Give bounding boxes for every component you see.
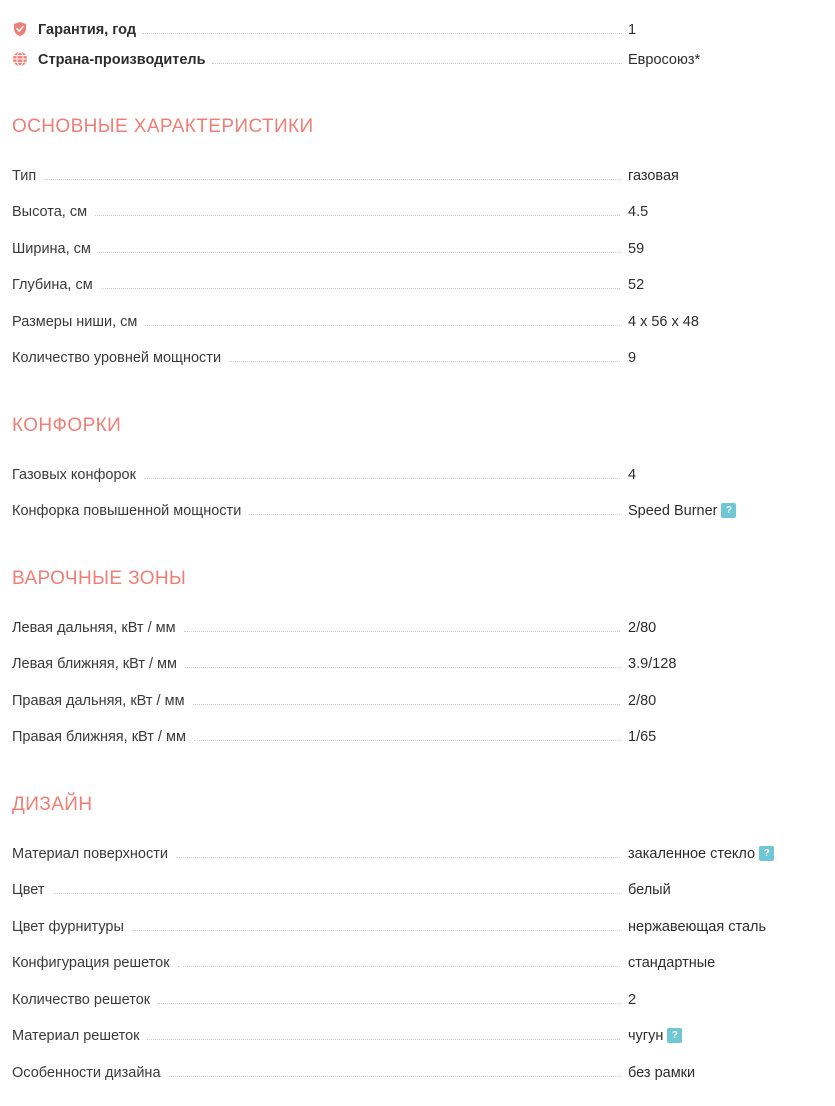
spec-value: 1 (628, 22, 637, 38)
spec-row (12, 865, 823, 902)
dot-leader (142, 33, 622, 34)
globe-icon (12, 51, 38, 70)
dot-leader (169, 1076, 620, 1077)
spec-value (628, 503, 823, 522)
highlighted-specs (12, 0, 823, 70)
spec-label: Газовых конфорок (12, 466, 136, 483)
section-rows-design (12, 828, 823, 1084)
spec-value: нержавеющая сталь (628, 918, 767, 935)
spec-value (628, 1028, 823, 1047)
spec-row (12, 974, 823, 1011)
spec-row (12, 602, 823, 639)
section-title: ВАРОЧНЫЕ ЗОНЫ (12, 568, 187, 589)
dot-leader (99, 252, 620, 253)
dot-leader (158, 1003, 620, 1004)
dot-leader (194, 740, 620, 741)
help-icon[interactable]: ? (759, 846, 774, 861)
spec-row (12, 296, 823, 333)
spec-value: белый (628, 882, 671, 898)
section-rows-main (12, 150, 823, 369)
spec-value: Евросоюз* (628, 52, 701, 68)
spec-label: Правая дальняя, кВт / мм (12, 692, 185, 709)
spec-label: Особенности дизайна (12, 1064, 161, 1081)
spec-row (12, 1011, 823, 1048)
section-rows-zones (12, 602, 823, 748)
spec-row (12, 486, 823, 523)
spec-row (12, 712, 823, 749)
spec-label: Страна-производитель (38, 52, 206, 68)
section-title: ДИЗАЙН (12, 794, 93, 815)
spec-label: Левая дальняя, кВт / мм (12, 619, 176, 636)
dot-leader (193, 704, 620, 705)
dot-leader (95, 215, 620, 216)
dot-leader (147, 1039, 620, 1040)
spec-value: стандартные (628, 955, 716, 971)
spec-label: Количество решеток (12, 991, 151, 1008)
help-icon[interactable]: ? (721, 503, 736, 518)
spec-value: 2/80 (628, 619, 657, 636)
spec-label: Размеры ниши, см (12, 313, 138, 330)
dot-leader (44, 179, 620, 180)
spec-row-warranty (12, 10, 823, 40)
spec-label: Конфигурация решеток (12, 955, 170, 971)
spec-row (12, 828, 823, 865)
spec-label: Левая ближняя, кВт / мм (12, 656, 177, 672)
dot-leader (132, 930, 620, 931)
spec-label: Высота, см (12, 204, 88, 220)
spec-value: без рамки (628, 1064, 696, 1081)
spec-value: 4 x 56 x 48 (628, 313, 699, 330)
section-heading-main (12, 116, 823, 150)
spec-row (12, 333, 823, 370)
spec-row (12, 187, 823, 224)
spec-value: 4.5 (628, 204, 649, 220)
spec-value: газовая (628, 167, 679, 184)
spec-row (12, 223, 823, 260)
spec-label: Правая ближняя, кВт / мм (12, 729, 186, 745)
spec-value: 9 (628, 350, 637, 366)
spec-row (12, 449, 823, 486)
spec-row (12, 150, 823, 187)
spec-value: 1/65 (628, 729, 657, 745)
dot-leader (184, 631, 620, 632)
spec-label: Цвет (12, 882, 45, 898)
dot-leader (212, 63, 622, 64)
spec-row (12, 260, 823, 297)
spec-value: 4 (628, 466, 637, 483)
spec-label: Количество уровней мощности (12, 350, 222, 366)
dot-leader (249, 514, 620, 515)
dot-leader (145, 325, 620, 326)
dot-leader (178, 966, 620, 967)
shield-icon (12, 21, 38, 40)
dot-leader (176, 857, 620, 858)
help-icon[interactable]: ? (667, 1028, 682, 1043)
section-title: КОНФОРКИ (12, 415, 122, 436)
spec-row (12, 901, 823, 938)
spec-label: Ширина, см (12, 240, 91, 257)
spec-value-text: закаленное стекло (628, 845, 756, 862)
spec-value (628, 846, 823, 865)
spec-row (12, 1047, 823, 1084)
section-heading-zones (12, 568, 823, 602)
spec-value: 3.9/128 (628, 656, 677, 672)
spec-row (12, 675, 823, 712)
spec-value-text: чугун (628, 1028, 664, 1044)
spec-value: 59 (628, 240, 645, 257)
spec-value: 2/80 (628, 692, 657, 709)
spec-label: Глубина, см (12, 277, 93, 293)
spec-value-text: Speed Burner (628, 503, 718, 519)
spec-label: Цвет фурнитуры (12, 918, 124, 935)
dot-leader (144, 478, 620, 479)
spec-row (12, 639, 823, 676)
dot-leader (101, 288, 620, 289)
dot-leader (53, 893, 621, 894)
section-rows-burners (12, 449, 823, 522)
spec-label: Конфорка повышенной мощности (12, 503, 242, 519)
dot-leader (229, 361, 620, 362)
section-heading-burners (12, 415, 823, 449)
spec-label: Гарантия, год (38, 22, 137, 38)
dot-leader (185, 667, 620, 668)
spec-row-country (12, 40, 823, 70)
spec-label: Материал решеток (12, 1028, 140, 1044)
spec-value: 2 (628, 991, 637, 1008)
spec-value: 52 (628, 277, 645, 293)
spec-label: Материал поверхности (12, 845, 168, 862)
spec-label: Тип (12, 167, 37, 184)
spec-row (12, 938, 823, 975)
section-title: ОСНОВНЫЕ ХАРАКТЕРИСТИКИ (12, 116, 314, 137)
section-heading-design (12, 794, 823, 828)
